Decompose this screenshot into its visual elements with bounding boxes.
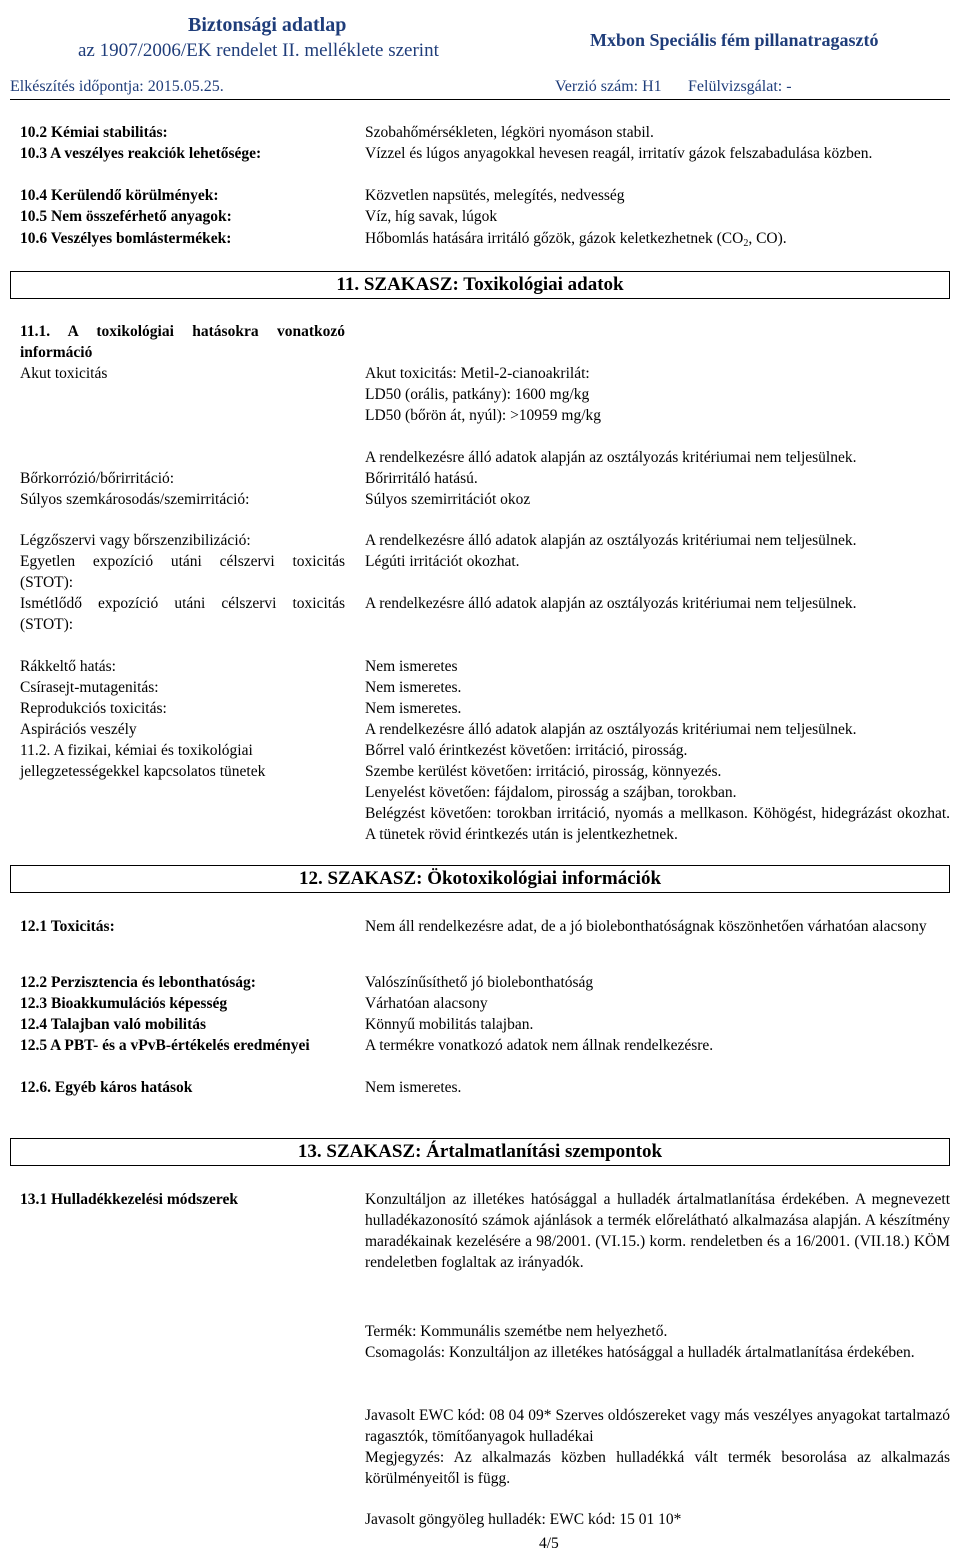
acute-toxicity-label: Akut toxicitás bbox=[20, 365, 108, 382]
symptom-inhalation: Belégzést követően: torokban irritáció, nyomás a mellkason. Köhögést, hidegrázást okozhat. A tünetek rövid érintkezés után is jelentkezhetnek. bbox=[365, 805, 950, 843]
skin-irritation-label: Bőrkorrózió/bőrirritáció: bbox=[20, 470, 175, 487]
carcinogenicity-label: Rákkeltő hatás: bbox=[20, 658, 116, 675]
header-divider bbox=[10, 99, 950, 100]
s12-1-label: 12.1 Toxicitás: bbox=[20, 918, 115, 935]
s10-6-label: 10.6 Veszélyes bomlástermékek: bbox=[20, 230, 232, 247]
doc-title: Biztonsági adatlap bbox=[188, 14, 347, 36]
s12-6-value: Nem ismeretes. bbox=[365, 1079, 462, 1096]
aspiration-hazard-label: Aspirációs veszély bbox=[20, 721, 137, 738]
acute-toxicity-line4: A rendelkezésre álló adatok alapján az osztályozás kritériumai nem teljesülnek. bbox=[365, 449, 857, 466]
doc-regulation: az 1907/2006/EK rendelet II. melléklete szerint bbox=[78, 40, 439, 61]
s12-4-value: Könnyű mobilitás talajban. bbox=[365, 1016, 534, 1033]
s10-6-value bbox=[365, 228, 787, 254]
s13-ewc-code: Javasolt EWC kód: 08 04 09* Szerves oldószereket vagy más veszélyes anyagokat tartalmazó ragasztók, tömítőanyagok hulladékai bbox=[365, 1407, 950, 1445]
stot-single-label: Egyetlen expozíció utáni célszervi toxicitás (STOT): bbox=[20, 553, 345, 591]
s11-2-heading: 11.2. A fizikai, kémiai és toxikológiai jellegzetességekkel kapcsolatos tünetek bbox=[20, 742, 266, 780]
sensitisation-label: Légzőszervi vagy bőrszenzibilizáció: bbox=[20, 532, 251, 549]
s13-product-disposal: Termék: Kommunális szemétbe nem helyezhető. bbox=[365, 1323, 668, 1340]
reproductive-toxicity-label: Reprodukciós toxicitás: bbox=[20, 700, 167, 717]
s12-2-label: 12.2 Perzisztencia és lebonthatóság: bbox=[20, 974, 256, 991]
s13-1-paragraph: Konzultáljon az illetékes hatósággal a hulladék ártalmatlanítása érdekében. A megnevezett hulladékazonosító számok ajánlások a termék előrelátható alkalmazása alapján. A készítmény maradékainak kezelésére a 98/2001. (VI.15.) korm. rendeletben és a 16/2001. (VII.18.) KÖM rendeletben foglaltak az irányadók. bbox=[365, 1191, 950, 1271]
s12-6-label: 12.6. Egyéb káros hatások bbox=[20, 1079, 193, 1096]
prep-date: Elkészítés időpontja: 2015.05.25. bbox=[10, 78, 224, 95]
symptom-skin: Bőrrel való érintkezést követően: irritáció, pirosság. bbox=[365, 742, 688, 759]
acute-toxicity-line3: LD50 (bőrön át, nyúl): >10959 mg/kg bbox=[365, 407, 602, 424]
s10-2-label: 10.2 Kémiai stabilitás: bbox=[20, 124, 168, 141]
stot-repeated-value: A rendelkezésre álló adatok alapján az osztályozás kritériumai nem teljesülnek. bbox=[365, 595, 857, 612]
section-13-heading: 13. SZAKASZ: Ártalmatlanítási szempontok bbox=[10, 1138, 950, 1166]
s13-packaging-disposal: Csomagolás: Konzultáljon az illetékes hatósággal a hulladék ártalmatlanítása érdekében. bbox=[365, 1344, 915, 1361]
acute-toxicity-line1: Akut toxicitás: Metil-2-cianoakrilát: bbox=[365, 365, 590, 382]
stot-repeated-label: Ismétlődő expozíció utáni célszervi toxicitás (STOT): bbox=[20, 595, 345, 633]
eye-damage-label: Súlyos szemkárosodás/szemirritáció: bbox=[20, 491, 250, 508]
s10-5-label: 10.5 Nem összeférhető anyagok: bbox=[20, 208, 232, 225]
s12-5-label: 12.5 A PBT- és a vPvB-értékelés eredményei bbox=[20, 1037, 310, 1054]
product-name: Mxbon Speciális fém pillanatragasztó bbox=[590, 30, 879, 50]
version-number: Verzió szám: H1 bbox=[555, 78, 662, 95]
eye-damage-value: Súlyos szemirritációt okoz bbox=[365, 491, 531, 508]
symptom-eye: Szembe kerülést követően: irritáció, pirosság, könnyezés. bbox=[365, 763, 722, 780]
page-number: 4/5 bbox=[539, 1535, 559, 1552]
s10-3-label: 10.3 A veszélyes reakciók lehetősége: bbox=[20, 145, 262, 162]
mutagenicity-label: Csírasejt-mutagenitás: bbox=[20, 679, 159, 696]
s13-packaging-waste: Javasolt göngyöleg hulladék: EWC kód: 15 01 10* bbox=[365, 1511, 682, 1528]
s10-2-value: Szobahőmérsékleten, légköri nyomáson stabil. bbox=[365, 124, 654, 141]
acute-toxicity-line2: LD50 (orális, patkány): 1600 mg/kg bbox=[365, 386, 590, 403]
s10-6-value-b: , CO). bbox=[748, 230, 787, 247]
s10-6-subscript: 2 bbox=[743, 238, 749, 249]
aspiration-hazard-value: A rendelkezésre álló adatok alapján az osztályozás kritériumai nem teljesülnek. bbox=[365, 721, 857, 738]
section-12-heading: 12. SZAKASZ: Ökotoxikológiai információk bbox=[10, 865, 950, 893]
sensitisation-value: A rendelkezésre álló adatok alapján az osztályozás kritériumai nem teljesülnek. bbox=[365, 532, 857, 549]
s13-note: Megjegyzés: Az alkalmazás közben hulladékká vált termék besorolása az alkalmazás körülményeitől is függ. bbox=[365, 1449, 950, 1487]
s12-3-label: 12.3 Bioakkumulációs képesség bbox=[20, 995, 228, 1012]
revision: Felülvizsgálat: - bbox=[688, 78, 792, 95]
s10-4-label: 10.4 Kerülendő körülmények: bbox=[20, 187, 219, 204]
s12-3-value: Várhatóan alacsony bbox=[365, 995, 488, 1012]
s10-3-value: Vízzel és lúgos anyagokkal hevesen reagál, irritatív gázok felszabadulása közben. bbox=[365, 145, 873, 162]
stot-single-value: Légúti irritációt okozhat. bbox=[365, 553, 520, 570]
section-11-heading: 11. SZAKASZ: Toxikológiai adatok bbox=[10, 271, 950, 299]
skin-irritation-value: Bőrirritáló hatású. bbox=[365, 470, 478, 487]
s11-1-heading: 11.1. A toxikológiai hatásokra vonatkozó információ bbox=[20, 323, 345, 361]
s10-5-value: Víz, híg savak, lúgok bbox=[365, 208, 498, 225]
s12-2-value: Valószínűsíthető jó biolebonthatóság bbox=[365, 974, 594, 991]
mutagenicity-value: Nem ismeretes. bbox=[365, 679, 462, 696]
s10-4-value: Közvetlen napsütés, melegítés, nedvesség bbox=[365, 187, 625, 204]
s12-1-value: Nem áll rendelkezésre adat, de a jó biolebonthatóságnak köszönhetően várhatóan alacsony bbox=[365, 918, 927, 935]
reproductive-toxicity-value: Nem ismeretes. bbox=[365, 700, 462, 717]
s12-4-label: 12.4 Talajban való mobilitás bbox=[20, 1016, 207, 1033]
s13-1-label: 13.1 Hulladékkezelési módszerek bbox=[20, 1191, 238, 1208]
carcinogenicity-value: Nem ismeretes bbox=[365, 658, 458, 675]
s10-6-value-a: Hőbomlás hatására irritáló gőzök, gázok keletkezhetnek (CO bbox=[365, 230, 744, 247]
s12-5-value: A termékre vonatkozó adatok nem állnak rendelkezésre. bbox=[365, 1037, 714, 1054]
symptom-ingestion: Lenyelést követően: fájdalom, pirosság a szájban, torokban. bbox=[365, 784, 737, 801]
